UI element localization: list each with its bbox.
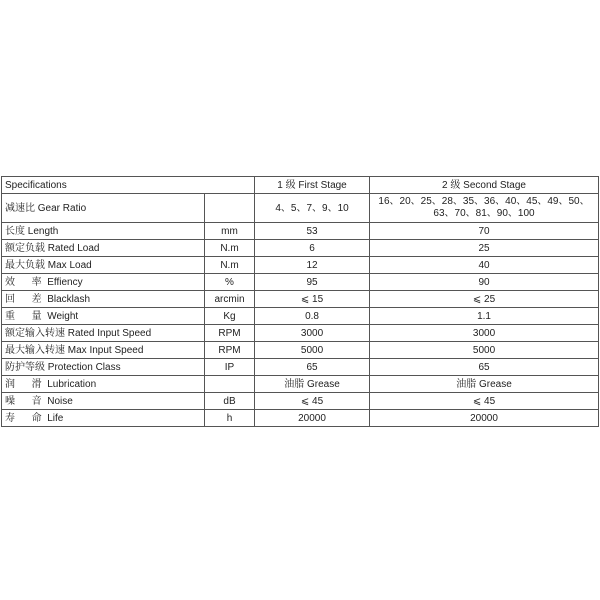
spec-unit: Kg [205,308,255,325]
table-row [2,393,599,410]
specifications-header: Specifications [2,177,255,194]
spec-name: 长度 Length [2,223,205,240]
table-row [2,376,599,393]
spec-unit: IP [205,359,255,376]
first-stage-value: 20000 [255,410,370,427]
first-stage-value: ⩽ 15 [255,291,370,308]
second-stage-value: 25 [370,240,599,257]
second-stage-value: 油脂 Grease [370,376,599,393]
spec-name: 最大负载 Max Load [2,257,205,274]
table-row [2,194,599,223]
first-stage-value: 5000 [255,342,370,359]
second-stage-value: ⩽ 25 [370,291,599,308]
spec-name: 额定输入转速 Rated Input Speed [2,325,205,342]
spec-name: 噪 音 Noise [2,393,205,410]
first-stage-value: 油脂 Grease [255,376,370,393]
table-row [2,240,599,257]
spec-unit: mm [205,223,255,240]
table-row [2,223,599,240]
spec-unit [205,376,255,393]
spec-unit: RPM [205,342,255,359]
spec-name: 效 率 Effiency [2,274,205,291]
first-stage-value: 53 [255,223,370,240]
spec-unit: RPM [205,325,255,342]
second-stage-value: 20000 [370,410,599,427]
second-stage-value: 40 [370,257,599,274]
second-stage-value: 90 [370,274,599,291]
first-stage-value: 95 [255,274,370,291]
second-stage-value: 5000 [370,342,599,359]
header-row [2,177,599,194]
second-stage-value: 70 [370,223,599,240]
spec-name: 防护等级 Protection Class [2,359,205,376]
table-row [2,342,599,359]
spec-name: 寿 命 Life [2,410,205,427]
second-stage-value: ⩽ 45 [370,393,599,410]
first-stage-header: 1 级 First Stage [255,177,370,194]
spec-name: 回 差 Blacklash [2,291,205,308]
second-stage-header: 2 级 Second Stage [370,177,599,194]
first-stage-value: 0.8 [255,308,370,325]
table-row [2,325,599,342]
first-stage-value: 65 [255,359,370,376]
first-stage-value: 12 [255,257,370,274]
spec-unit: N.m [205,257,255,274]
table-row [2,359,599,376]
second-stage-value: 65 [370,359,599,376]
first-stage-value: ⩽ 45 [255,393,370,410]
spec-unit [205,194,255,223]
spec-name: 最大输入转速 Max Input Speed [2,342,205,359]
first-stage-value: 4、5、7、9、10 [255,194,370,223]
first-stage-value: 6 [255,240,370,257]
spec-name: 额定负载 Rated Load [2,240,205,257]
spec-name: 润 滑 Lubrication [2,376,205,393]
table-row [2,291,599,308]
spec-unit: % [205,274,255,291]
spec-name: 减速比 Gear Ratio [2,194,205,223]
spec-unit: dB [205,393,255,410]
table-row [2,410,599,427]
spec-unit: N.m [205,240,255,257]
table-row [2,308,599,325]
spec-unit: arcmin [205,291,255,308]
second-stage-ratio-text: 16、20、25、28、35、36、40、45、49、50、63、70、81、90、100 [378,196,590,219]
spec-unit: h [205,410,255,427]
second-stage-value [370,194,599,223]
second-stage-value: 3000 [370,325,599,342]
table-row [2,257,599,274]
first-stage-value: 3000 [255,325,370,342]
spec-name: 重 量 Weight [2,308,205,325]
table-row [2,274,599,291]
specifications-table [1,176,599,427]
second-stage-value: 1.1 [370,308,599,325]
